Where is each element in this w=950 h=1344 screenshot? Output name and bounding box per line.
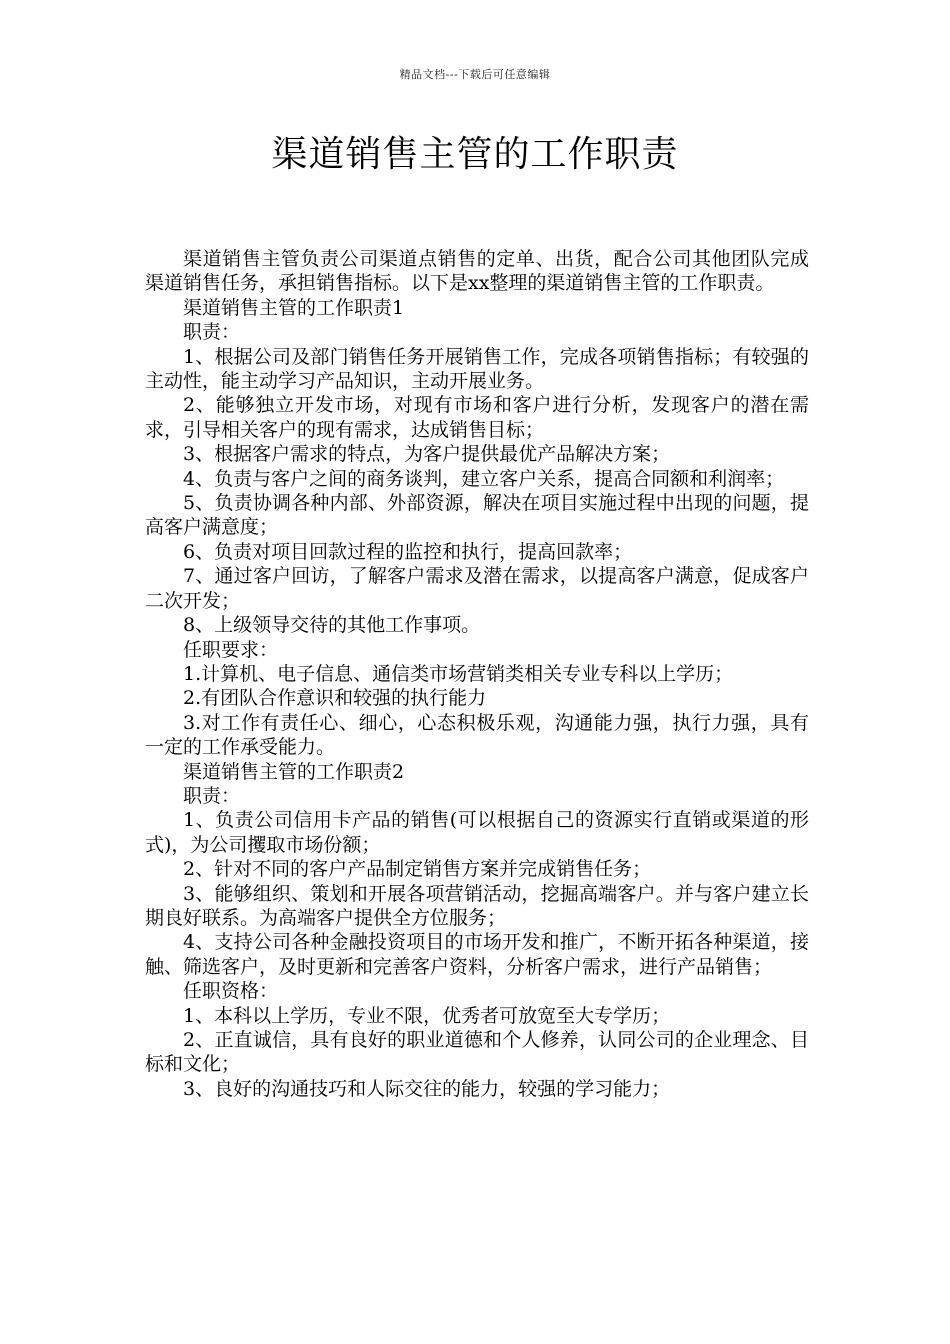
paragraph: 职责： <box>183 321 241 344</box>
document-title: 渠道销售主管的工作职责 <box>271 134 679 175</box>
paragraph: 3、根据客户需求的特点，为客户提供最优产品解决方案； <box>183 443 671 466</box>
paragraph: 职责： <box>183 784 241 807</box>
paragraph: 7、通过客户回访，了解客户需求及潜在需求，以提高客户满意，促成客户二次开发； <box>145 565 809 612</box>
paragraph: 1.计算机、电子信息、通信类市场营销类相关专业专科以上学历； <box>183 662 734 685</box>
paragraph: 4、支持公司各种金融投资项目的市场开发和推广，不断开拓各种渠道，接触、筛选客户，及时更新和完善客户资料，分析客户需求，进行产品销售； <box>145 931 809 978</box>
paragraph: 渠道销售主管的工作职责2 <box>183 760 405 783</box>
paragraph: 3、能够组织、策划和开展各项营销活动，挖掘高端客户。并与客户建立长期良好联系。为高端客户提供全方位服务； <box>145 882 809 929</box>
paragraph: 4、负责与客户之间的商务谈判，建立客户关系，提高合同额和利润率； <box>183 467 785 490</box>
paragraph: 1、根据公司及部门销售任务开展销售工作，完成各项销售指标；有较强的主动性，能主动学习产品知识，主动开展业务。 <box>145 345 809 393</box>
paragraph: 2、正直诚信，具有良好的职业道德和个人修养，认同公司的企业理念、目标和文化； <box>145 1029 809 1076</box>
paragraph: 3、良好的沟通技巧和人际交往的能力，较强的学习能力； <box>183 1077 671 1100</box>
paragraph: 3.对工作有责任心、细心，心态积极乐观，沟通能力强，执行力强，具有一定的工作承受能力。 <box>145 711 809 759</box>
paragraph: 2.有团队合作意识和较强的执行能力 <box>183 687 487 710</box>
paragraph: 任职资格： <box>183 980 279 1003</box>
paragraph: 2、能够独立开发市场，对现有市场和客户进行分析，发现客户的潜在需求，引导相关客户的现有需求，达成销售目标； <box>145 394 809 441</box>
paragraph: 1、本科以上学历，专业不限，优秀者可放宽至大专学历； <box>183 1004 671 1027</box>
paragraph: 渠道销售主管的工作职责1 <box>183 296 405 319</box>
paragraph: 6、负责对项目回款过程的监控和执行，提高回款率； <box>183 540 633 563</box>
document-body <box>145 247 809 1101</box>
paragraph: 8、上级领导交待的其他工作事项。 <box>183 614 481 637</box>
header-note: 精品文档---下载后可任意编辑 <box>399 68 551 81</box>
paragraph: 渠道销售主管负责公司渠道点销售的定单、出货，配合公司其他团队完成渠道销售任务，承担销售指标。以下是xx整理的渠道销售主管的工作职责。 <box>145 248 809 295</box>
paragraph: 2、针对不同的客户产品制定销售方案并完成销售任务； <box>183 858 652 881</box>
paragraph: 1、负责公司信用卡产品的销售(可以根据自己的资源实行直销或渠道的形式)，为公司攫取市场份额； <box>145 809 809 856</box>
paragraph: 任职要求： <box>183 638 279 661</box>
paragraph: 5、负责协调各种内部、外部资源，解决在项目实施过程中出现的问题，提高客户满意度； <box>145 492 809 539</box>
